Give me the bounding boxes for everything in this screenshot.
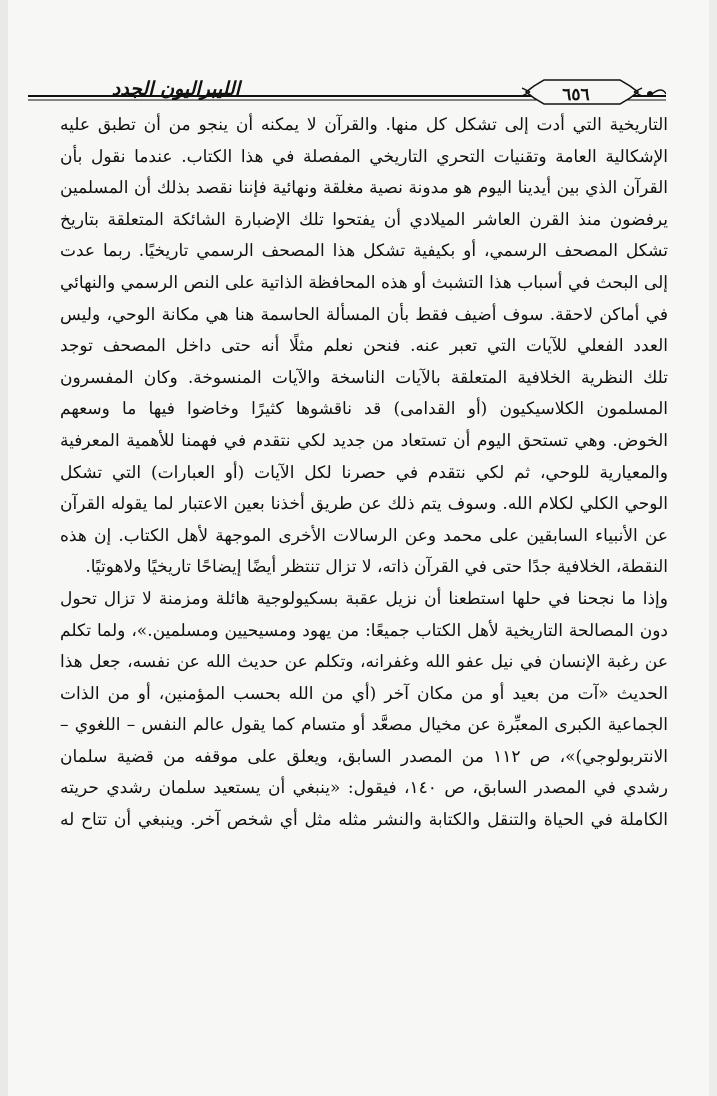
page-edge-right: [709, 0, 717, 1096]
text-line: النقطة، الخلافية جدًا حتى في القرآن ذاته، لا تزال تنتظر أيضًا إيضاحًا تاريخيًا ولاهوتيًا.: [85, 557, 668, 578]
text-line: الكاملة في الحياة والتنقل والكتابة والنشر مثله مثل أي شخص آخر. وينبغي أن تتاح له: [60, 810, 668, 831]
running-title: الليبراليون الجدد: [111, 78, 240, 100]
text-line: الحديث «آت من بعيد أو من مكان آخر (أي من الله بحسب المؤمنين، أو من الذات: [60, 683, 668, 704]
text-line: التاريخية التي أدت إلى تشكل كل منها. والقرآن لا يمكنه أن ينجو من أن تطبق عليه: [60, 115, 668, 135]
text-line: عن الأنبياء السابقين على محمد وعن الرسالات الأخرى الموجهة لأهل الكتاب. إن هذه: [60, 525, 668, 546]
text-line: عن رغبة الإنسان في نيل عفو الله وغفرانه، وتكلم عن حديث الله عن نفسه، جعل هذا: [60, 652, 668, 673]
text-line: وإذا ما نجحنا في حلها استطعنا أن نزيل عقبة بسكيولوجية هائلة ومزمنة لا تزال تحول: [60, 588, 668, 609]
text-line: الانتربولوجي)»، ص ١١٢ من المصدر السابق، ويعلق على موقفه من قضية سلمان: [60, 746, 668, 767]
text-line: والمعيارية للوحي، ثم لكي نتقدم في حصرنا لكل الآيات (أو العبارات) التي تشكل: [60, 462, 668, 483]
text-line: إلى البحث في أسباب هذا التشبث أو هذه المحافظة الذاتية على النص الرسمي والنهائي: [60, 272, 668, 293]
page-edge-left: [0, 0, 8, 1096]
text-line: رشدي في المصدر السابق، ص ١٤٠، فيقول: «ينبغي أن يستعيد سلمان رشدي حريته: [60, 778, 668, 799]
body-text: [60, 110, 668, 837]
text-line: الإشكالية العامة وتقنيات التحري التاريخي المفصلة في هذا الكتاب. عندما نقول بأن: [60, 146, 668, 167]
text-line: العدد الفعلي للآيات التي تعبر عنه. فنحن نعلم مثلًا أنه حتى داخل المصحف توجد: [60, 336, 668, 357]
text-line: تشكل المصحف الرسمي، أو بكيفية تشكل هذا المصحف الرسمي تاريخيًا. ربما عدت: [60, 241, 668, 262]
text-line: يرفضون منذ القرن العاشر الميلادي أن يفتحوا تلك الإضبارة الشائكة المتعلقة بتاريخ: [60, 209, 668, 230]
text-line: في أماكن لاحقة. سوف أضيف فقط بأن المسألة الحاسمة هنا هي مكانة الوحي، وليس: [60, 304, 668, 325]
page-number: ٦٥٦: [562, 85, 590, 105]
text-line: دون المصالحة التاريخية لأهل الكتاب جميعًا: من يهود ومسيحيين ومسلمين.»، ولما تكلم: [60, 620, 668, 641]
text-line: الجماعية الكبرى المعبِّرة عن مخيال مصعَّد أو متسام كما يقول عالم النفس – اللغوي –: [60, 715, 668, 736]
text-line: الوحي الكلي لكلام الله. وسوف يتم ذلك عن طريق أخذنا بعين الاعتبار لما يقوله القرآن: [60, 494, 668, 515]
text-line: الخوض. وهي تستحق اليوم أن تستعاد من جديد لكي نتقدم في فهمنا للأهمية المعرفية: [60, 430, 668, 451]
text-line: تلك النظرية الخلافية المتعلقة بالآيات الناسخة والآيات المنسوخة. وكان المفسرون: [60, 367, 668, 388]
text-line: القرآن الذي بين أيدينا اليوم هو مدونة نصية مغلقة ونهائية فإننا نقصد بذلك أن المسلمين: [60, 178, 668, 199]
text-line: المسلمون الكلاسيكيون (أو القدامى) قد ناقشوها كثيرًا وخاضوا فيها ما وسعهم: [60, 399, 668, 420]
